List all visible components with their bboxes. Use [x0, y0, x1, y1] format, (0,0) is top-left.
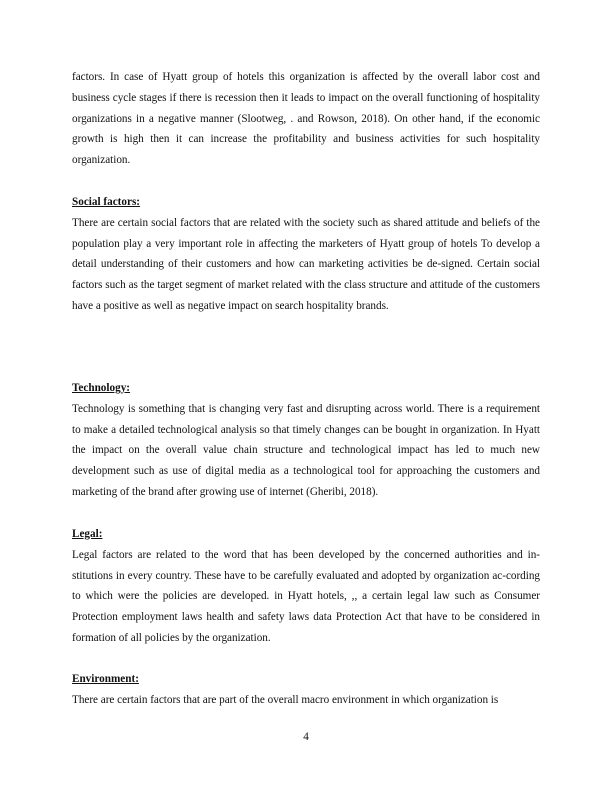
- technology-heading: Technology:: [72, 382, 131, 394]
- legal-paragraph: Legal factors are related to the word that has been developed by the concerned authorities and in-stitutions in every country. These have to be carefully evaluated and adopted by organization ac-cording to which were the policies are developed. in Hyatt hotels, ,, a certain legal law such as Consumer Protection employment laws health and safety laws data Protection Act that have to be considered in formation of all policies by the organization.: [72, 548, 540, 644]
- legal-heading: Legal:: [72, 528, 103, 540]
- section-legal: [72, 524, 540, 649]
- social-factors-heading: Social factors:: [72, 196, 141, 208]
- intro-paragraph: factors. In case of Hyatt group of hotels this organization is affected by the overall labor cost and business cycle stages if there is recession then it leads to impact on the overall functioning of hospitality organizations in a negative manner (Slootweg, . and Rowson, 2018). On other hand, if the economic growth is high then it can increase the profitability and business activities for such hospitality organization.: [72, 71, 540, 167]
- section-social-factors: [72, 192, 540, 317]
- section-environment: [72, 669, 540, 711]
- social-factors-paragraph: There are certain social factors that are related with the society such as shared attitude and beliefs of the population play a very important role in affecting the marketers of Hyatt group of hotels To develop a detail understanding of their customers and how can marketing activities be de-signed. Certain social factors such as the target segment of market related with the class structure and attitude of the customers have a positive as well as negative impact on search hospitality brands.: [72, 216, 540, 312]
- section-technology: [72, 378, 540, 503]
- technology-paragraph: Technology is something that is changing very fast and disrupting across world. There is a requirement to make a detailed technological analysis so that timely changes can be bought in organization. In Hyatt the impact on the overall value chain structure and technological impact has led to much new development such as use of digital media as a technological tool for approaching the customers and marketing of the brand after growing use of internet (Gheribi, 2018).: [72, 402, 540, 498]
- environment-paragraph: There are certain factors that are part of the overall macro environment in which organization is: [72, 693, 499, 706]
- page-number: 4: [303, 731, 309, 743]
- intro-block: [72, 67, 540, 171]
- environment-heading: Environment:: [72, 673, 139, 685]
